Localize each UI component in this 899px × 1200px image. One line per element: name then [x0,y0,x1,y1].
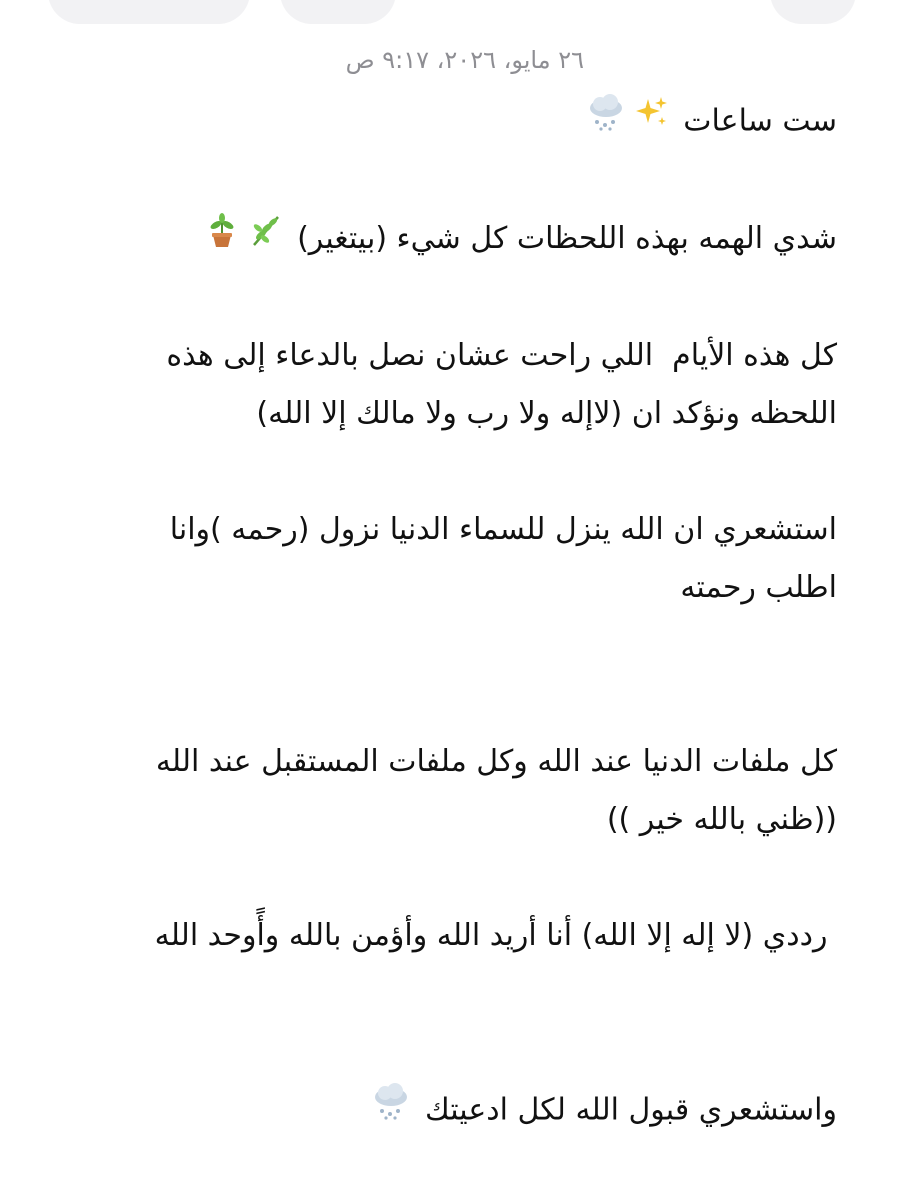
note-title-line [107,92,837,152]
note-title-text: ست ساعات [683,103,837,139]
note-line: استشعري ان الله ينزل للسماء الدنيا نزول (رحمه )وانا [169,511,837,547]
note-line-text: شدي الهمه بهذه اللحظات كل شيء (بيتغير) [297,221,837,256]
note-line: ((ظني بالله خير )) [606,801,837,837]
note-body[interactable] [107,92,837,1141]
note-line-text: واستشعري قبول الله لكل ادعيتك [424,1092,837,1127]
note-line: كل هذه الأيام اللي راحت عشان نصل بالدعاء إلى هذه [166,337,837,373]
note-line [107,210,837,269]
note-line [107,1081,837,1141]
snow-cloud-icon [586,92,626,152]
top-toolbar [0,0,899,30]
potted-plant-icon [204,211,240,269]
sparkles-icon [634,93,670,151]
toolbar-button-middle[interactable] [280,0,396,24]
herb-icon [248,211,284,269]
snow-cloud-icon [371,1081,411,1141]
note-line: كل ملفات الدنيا عند الله وكل ملفات المستقبل عند الله [155,743,837,779]
toolbar-button-left[interactable] [48,0,250,24]
toolbar-button-right[interactable] [770,0,856,24]
note-line: اللحظه ونؤكد ان (لاإله ولا رب ولا مالك إلا الله) [256,395,837,431]
note-line: اطلب رحمته [680,569,837,605]
note-line: رددي (لا إله إلا الله) أنا أريد الله وأؤمن بالله وأًوحد الله [154,917,837,953]
note-timestamp: ٢٦ مايو، ٢٠٢٦، ٩:١٧ ص [345,46,584,74]
